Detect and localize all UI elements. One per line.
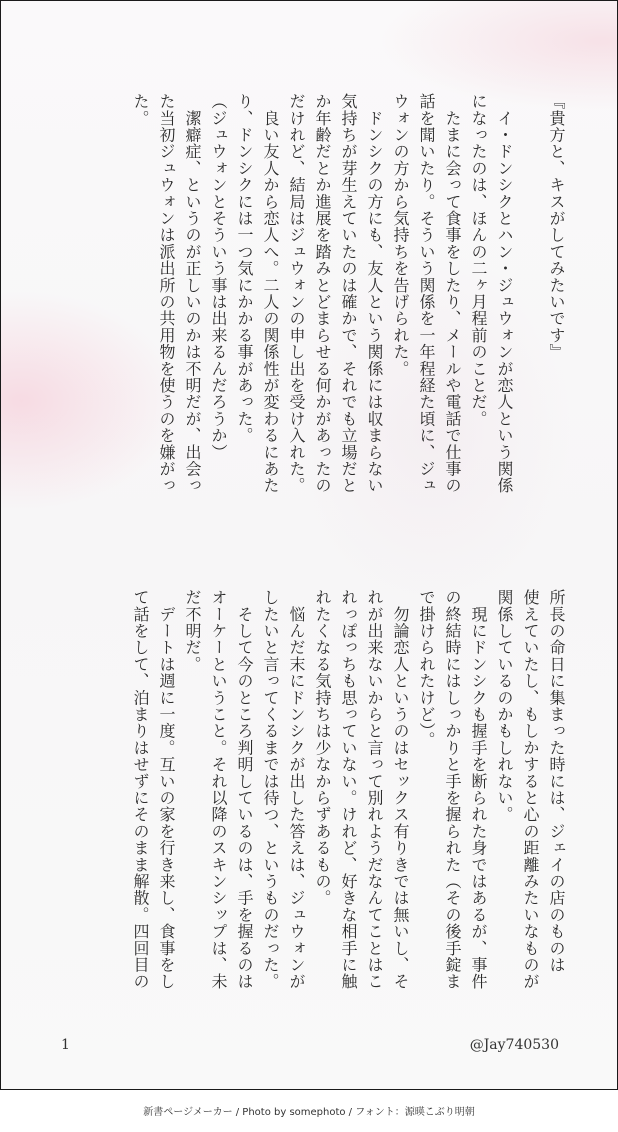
text-line: したいと言ってくるまでは待つ、というものだった。	[261, 589, 280, 990]
text-line: か年齢だとか進展を踏みとどまらせる何かがあったの	[313, 93, 332, 494]
text-line: たまに会って食事をしたり、メールや電話で仕事の	[443, 93, 462, 494]
author-handle: @Jay740530	[469, 1037, 559, 1053]
text-line: り、ドンシクには一つ気にかかる事があった。	[235, 93, 254, 444]
text-line: （ジュウォンとそういう事は出来るんだろうか）	[209, 93, 228, 461]
text-line: 勿論恋人というのはセックス有りきでは無いし、そ	[391, 589, 410, 990]
text-line: れたくなる気持ちは少なからずあるもの。	[313, 589, 332, 907]
text-line: 使えていたし、もしかすると心の距離みたいなものが	[521, 589, 540, 990]
upper-text-column	[127, 93, 569, 533]
text-line: の終結時にはしっかりと手を握られた（その後手錠ま	[443, 589, 462, 990]
page-number: 1	[61, 1037, 70, 1053]
text-line: 悩んだ末にドンシクが出した答えは、ジュウォンが	[287, 589, 306, 990]
text-line: デートは週に一度。互いの家を行き来し、食事をし	[157, 589, 176, 990]
text-line: れっぽっちも思っていない。けれど、好きな相手に触	[339, 589, 358, 990]
text-line: て話をして、泊まりはせずにそのまま解散。四回目の	[131, 589, 150, 990]
text-line: 話を聞いたり。そういう関係を一年程経た頃に、ジュ	[417, 93, 436, 494]
lower-text-column	[127, 589, 569, 999]
text-line: れが出来ないからと言って別れようだなんてことはこ	[365, 589, 384, 990]
text-line: 関係しているのかもしれない。	[495, 589, 514, 823]
text-line: ドンシクの方にも、友人という関係には収まらない	[365, 93, 384, 494]
text-line: た。	[131, 93, 150, 127]
text-line: 潔癖症、というのが正しいのかは不明だが、出会っ	[183, 93, 202, 494]
text-line: だけれど、結局はジュウォンの申し出を受け入れた。	[287, 93, 306, 494]
text-line: で掛けられたけど）。	[417, 589, 436, 748]
text-line: イ・ドンシクとハン・ジュウォンが恋人という関係	[495, 93, 514, 494]
text-line: になったのは、ほんの二ヶ月程前のことだ。	[469, 93, 488, 427]
text-line: 『貴方と、キスがしてみたいです』	[547, 93, 566, 361]
text-line	[517, 93, 543, 533]
text-line: 良い友人から恋人へ。二人の関係性が変わるにあた	[261, 93, 280, 494]
text-line: 所長の命日に集まった時には、ジェイの店のものは	[547, 589, 566, 974]
text-line: オーケーということ。それ以降のスキンシップは、未	[209, 589, 228, 990]
text-line: ウォンの方から気持ちを告げられた。	[391, 93, 410, 377]
text-line: た当初ジュウォンは派出所の共用物を使うのを嫌がっ	[157, 93, 176, 494]
credit-line: 新書ページメーカー / Photo by somephoto / フォント：源暎こぶり明朝	[143, 1107, 475, 1118]
text-line: 現にドンシクも握手を断られた身ではあるが、事件	[469, 589, 488, 990]
text-line: 気持ちが芽生えていたのは確かで、それでも立場だと	[339, 93, 358, 494]
text-line: だ不明だ。	[183, 589, 202, 673]
text-line: そして今のところ判明しているのは、手を握るのは	[235, 589, 254, 990]
